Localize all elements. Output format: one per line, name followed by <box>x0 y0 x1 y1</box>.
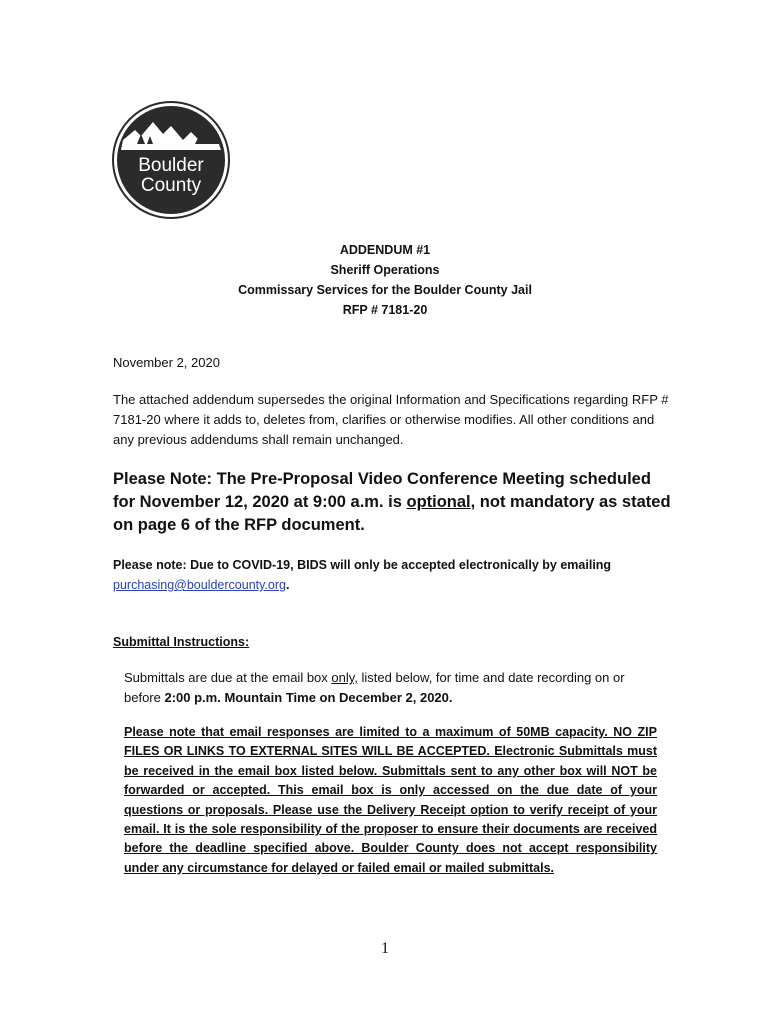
email-limit-warning: Please note that email responses are limited to a maximum of 50MB capacity. NO ZIP FILES OR LINKS TO EXTERNAL SITES WILL BE ACCEPTED. Electronic Submittals must be received in the email box listed below. Submittals sent to any other box will NOT be forwarded or accepted. This email box is only accessed on the due date of your questions or proposals. Please use the Delivery Receipt option to verify receipt of your email. It is the sole responsibility of the proposer to ensure their documents are received before the deadline specified above. Boulder County does not accept responsibility under any circumstance for delayed or failed email or mailed submittals. <box>124 725 657 875</box>
purchasing-email-link[interactable]: purchasing@bouldercounty.org <box>113 578 286 592</box>
submittal-only: only, <box>331 670 358 685</box>
note-optional: optional <box>406 493 471 511</box>
rfp-number: RFP # 7181-20 <box>342 303 428 317</box>
intro-paragraph: The attached addendum supersedes the original Information and Specifications regarding RFP # 7181-20 where it adds to, deletes from, clarifies or otherwise modifies. All other conditions and any previous addendums shall remain unchanged. <box>113 392 669 447</box>
logo-line-1: Boulder <box>138 155 204 176</box>
boulder-county-logo <box>111 100 231 220</box>
note-text: Please Note: The Pre-Proposal Video Conference Meeting scheduled for November 12, 2020 at 9:00 a.m. is <box>113 470 651 511</box>
page-number: 1 <box>381 940 389 957</box>
submittal-deadline: 2:00 p.m. Mountain Time on December 2, 2020. <box>164 690 453 705</box>
department: Sheriff Operations <box>330 263 440 277</box>
logo-line-2: County <box>140 175 202 196</box>
covid-note <box>113 555 673 595</box>
submittal-paragraph <box>124 668 654 708</box>
covid-end: . <box>285 578 290 592</box>
pre-proposal-note <box>113 468 673 537</box>
submittal-text-mid: listed below, for time and date recording on or before <box>124 670 625 705</box>
submittal-title: Submittal Instructions: <box>113 635 250 649</box>
submittal-text: Submittals are due at the email box <box>124 670 332 685</box>
addendum-title: ADDENDUM #1 <box>339 243 431 257</box>
project-title: Commissary Services for the Boulder County Jail <box>238 283 532 297</box>
covid-text: Please note: Due to COVID-19, BIDS will only be accepted electronically by emailing <box>113 558 612 572</box>
document-date: November 2, 2020 <box>113 355 220 370</box>
document-header <box>0 240 770 320</box>
note-text-end: , not mandatory as stated on page 6 of the RFP document. <box>113 493 671 534</box>
